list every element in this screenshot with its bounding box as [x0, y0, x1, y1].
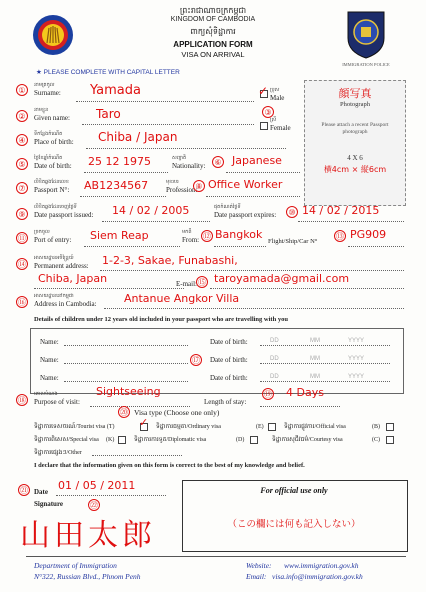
footer-website[interactable]: www.immigration.gov.kh: [284, 561, 359, 570]
header-khmer-form: ពាក្យសុំទិដ្ឋាការ: [190, 27, 236, 36]
child-3-dd[interactable]: DD: [270, 374, 279, 380]
header-kingdom: KINGDOM OF CAMBODIA: [170, 16, 256, 23]
other-visa-label: ទិដ្ឋាការផ្សេងៗ/Other: [34, 450, 82, 456]
email-value[interactable]: taroyamada@gmail.com: [214, 272, 350, 285]
port-of-entry-value[interactable]: Siem Reap: [90, 229, 149, 242]
other-visa-line: [92, 455, 182, 456]
child-2-name-line: [64, 363, 188, 364]
profession-value[interactable]: Office Worker: [208, 178, 283, 191]
instruction: ★ PLEASE COMPLETE WITH CAPITAL LETTER: [36, 69, 180, 76]
step-5: ⑤: [16, 158, 28, 170]
address-cambodia-label: អាសយដ្ឋាននៅកម្ពុជា Address in Cambodia:: [34, 294, 97, 308]
child-1-dd[interactable]: DD: [270, 338, 279, 344]
footer-email[interactable]: visa.info@immigration.gov.kh: [272, 572, 363, 581]
photo-jp-label: 顔写真: [338, 87, 372, 100]
courtesy-visa-label: ទិដ្ឋាការសុជីវធម៌/Courtesy visa: [272, 437, 343, 443]
address-line-2: [34, 288, 184, 289]
step-1: ①: [16, 84, 28, 96]
child-2-mm[interactable]: MM: [310, 356, 320, 362]
step-6: ⑥: [212, 156, 224, 168]
child-2-dd[interactable]: DD: [270, 356, 279, 362]
date-of-birth-value[interactable]: 25 12 1975: [88, 155, 151, 168]
port-of-entry-label: ច្រកចូល Port of entry:: [34, 230, 72, 244]
profession-line: [206, 196, 300, 197]
child-1-dob-label: Date of birth:: [210, 338, 248, 346]
given-name-line: [82, 124, 254, 125]
diplomatic-visa-code: (D): [236, 437, 245, 443]
flight-value[interactable]: PG909: [350, 228, 387, 241]
place-of-birth-value[interactable]: Chiba / Japan: [98, 130, 178, 144]
purpose-value[interactable]: Sightseeing: [96, 385, 161, 398]
address-line1-value[interactable]: 1-2-3, Sakae, Funabashi,: [102, 254, 238, 267]
photo-note: Please attach a recent Passport photograph: [321, 122, 389, 135]
date-issued-label: លិខិតឆ្លងដែនចេញថ្ងៃទី Date passport issued:: [34, 205, 94, 219]
length-of-stay-value[interactable]: 4 Days: [286, 386, 324, 399]
step-15: ⑮: [198, 278, 206, 287]
special-visa-checkbox[interactable]: [118, 436, 126, 444]
male-check-mark: ✓: [258, 84, 269, 98]
email-label: E-mail:: [176, 280, 197, 288]
child-1-dob-line: [260, 345, 390, 346]
header-khmer-kingdom: ព្រះរាជាណាចក្រកម្ពុជា: [179, 6, 247, 15]
date-of-birth-line: [84, 172, 168, 173]
profession-label: មុខរបរ Profession:: [166, 180, 198, 194]
special-visa-code: (K): [106, 437, 115, 443]
given-name-label: នាមខ្លួន Given name:: [34, 108, 70, 122]
address-cambodia-value[interactable]: Antanue Angkor Villa: [124, 292, 240, 305]
visa-type-label: Visa type (Choose one only): [134, 408, 220, 417]
special-visa-label: ទិដ្ឋាការពិសេស/Special visa: [34, 437, 99, 443]
official-use-jp-note: （この欄には何も記入しない）: [227, 519, 361, 530]
photo-jp-size: 横4cm × 縦6cm: [323, 165, 387, 174]
step-17: ⑰: [192, 356, 200, 365]
child-2-yyyy[interactable]: YYYY: [348, 356, 365, 362]
step-3: ③: [262, 106, 274, 118]
child-1-mm[interactable]: MM: [310, 338, 320, 344]
step-16: ⑯: [18, 298, 26, 307]
footer-website-label: Website:: [246, 561, 272, 570]
date-expires-line: [298, 221, 404, 222]
female-checkbox[interactable]: [260, 122, 268, 130]
child-1-yyyy[interactable]: YYYY: [348, 338, 365, 344]
step-12: ⑫: [203, 232, 211, 241]
form-title: APPLICATION FORM: [173, 40, 253, 49]
official-visa-checkbox[interactable]: [386, 423, 394, 431]
photo-label: Photograph: [340, 101, 370, 108]
length-of-stay-label: Length of stay:: [204, 398, 247, 406]
from-value[interactable]: Bangkok: [215, 228, 263, 241]
nationality-value[interactable]: Japanese: [232, 154, 282, 167]
permanent-address-label: អាសយដ្ឋានអចិន្ត្រៃយ៍ Permanent address:: [34, 256, 89, 270]
address-line2-value[interactable]: Chiba, Japan: [38, 272, 108, 285]
date-label: Date: [34, 488, 48, 496]
ordinary-visa-code: (E): [256, 424, 264, 430]
date-issued-value[interactable]: 14 / 02 / 2005: [112, 204, 190, 217]
step-4: ④: [16, 134, 28, 146]
immigration-seal-icon: [344, 8, 388, 60]
purpose-line: [90, 406, 190, 407]
address-cambodia-line: [104, 308, 404, 309]
child-2-name-label: Name:: [40, 356, 59, 364]
step-11: ⑪: [18, 234, 26, 243]
asean-logo: [32, 14, 74, 56]
date-expires-value[interactable]: 14 / 02 / 2015: [302, 204, 380, 217]
from-line: [214, 246, 266, 247]
child-1-name-label: Name:: [40, 338, 59, 346]
child-3-mm[interactable]: MM: [310, 374, 320, 380]
step-14: ⑭: [18, 260, 26, 269]
date-expires-label: ផុតកំណត់ថ្ងៃទី Date passport expires:: [214, 205, 277, 219]
given-name-value[interactable]: Taro: [96, 107, 121, 121]
surname-line: [76, 101, 254, 102]
step-8: ⑧: [193, 180, 205, 192]
step-7: ⑦: [16, 182, 28, 194]
child-3-dob-line: [260, 381, 390, 382]
purpose-label: គោលបំណង Purpose of visit:: [34, 392, 80, 406]
official-use-label: For official use only: [260, 486, 328, 495]
step-10: ⑩: [286, 206, 298, 218]
ordinary-visa-checkbox[interactable]: [268, 423, 276, 431]
form-subtitle: VISA ON ARRIVAL: [181, 50, 245, 59]
flight-label: Flight/Ship/Car N°: [268, 238, 318, 245]
ordinary-visa-label: ទិដ្ឋាការធម្មតា/Ordinary visa: [156, 424, 221, 430]
footer-divider: [26, 556, 406, 557]
seal-text: IMMIGRATION POLICE: [342, 62, 390, 67]
step-13: ⑬: [336, 232, 344, 241]
place-of-birth-line: [86, 148, 286, 149]
courtesy-visa-checkbox[interactable]: [386, 436, 394, 444]
official-visa-code: (B): [372, 424, 380, 430]
signature-label: Signature: [34, 500, 64, 508]
step-20: ⑳: [120, 408, 128, 417]
diplomatic-visa-checkbox[interactable]: [250, 436, 258, 444]
footer-address: N°322, Russian Blvd., Phnom Penh: [34, 572, 141, 581]
step-21: ㉑: [20, 486, 28, 495]
port-of-entry-line: [84, 246, 180, 247]
courtesy-visa-code: (C): [372, 437, 380, 443]
step-9: ⑨: [16, 208, 28, 220]
address-line-1: [100, 270, 404, 271]
flight-line: [348, 246, 404, 247]
passport-no-value[interactable]: AB1234567: [84, 179, 149, 192]
from-label: មកពី From:: [182, 230, 200, 244]
step-19: ⑲: [264, 390, 272, 399]
length-of-stay-line: [260, 406, 340, 407]
child-3-yyyy[interactable]: YYYY: [348, 374, 365, 380]
date-value[interactable]: 01 / 05 / 2011: [58, 479, 136, 492]
nationality-label: សញ្ជាតិ Nationality:: [172, 156, 206, 170]
child-2-dob-label: Date of birth:: [210, 356, 248, 364]
passport-no-line: [80, 196, 166, 197]
step-18: ⑱: [18, 396, 26, 405]
step-22: ㉒: [90, 501, 98, 510]
surname-value[interactable]: Yamada: [90, 83, 141, 98]
children-heading: Details of children under 12 years old included in your passport who are travelling with you: [34, 316, 288, 323]
date-line: [56, 495, 166, 496]
surname-label: នាមត្រកូល Surname:: [34, 83, 61, 97]
male-label: ប្រុស Male: [270, 88, 285, 102]
footer-dept: Department of Immigration: [34, 561, 117, 570]
photo-size: 4 X 6: [347, 154, 363, 162]
child-3-dob-label: Date of birth:: [210, 374, 248, 382]
signature-value[interactable]: 山田太郎: [20, 518, 156, 553]
child-3-name-line: [64, 381, 188, 382]
child-2-dob-line: [260, 363, 390, 364]
footer-email-label: Email:: [246, 572, 267, 581]
tourist-visa-check-mark: ✓: [139, 416, 149, 429]
passport-no-label: លិខិតឆ្លងដែនលេខ Passport N°:: [34, 180, 70, 194]
email-line: [210, 288, 404, 289]
child-3-name-label: Name:: [40, 374, 59, 382]
date-of-birth-label: ថ្ងៃខែឆ្នាំកំណើត Date of birth:: [34, 156, 72, 170]
photo-box[interactable]: [304, 80, 406, 206]
female-label: ស្រី Female: [270, 118, 291, 132]
declaration: I declare that the information given on this form is correct to the best of my knowledge and belief.: [34, 462, 305, 469]
official-visa-label: ទិដ្ឋាការផ្លូវការ/Official visa: [284, 424, 346, 430]
diplomatic-visa-label: ទិដ្ឋាការការទូត/Diplomatic visa: [134, 437, 207, 443]
place-of-birth-label: ទីកន្លែងកំណើត Place of birth:: [34, 132, 74, 146]
nationality-line: [226, 172, 300, 173]
child-1-name-line: [64, 345, 188, 346]
step-2: ②: [16, 110, 28, 122]
date-issued-line: [102, 221, 210, 222]
tourist-visa-label: ទិដ្ឋាការទេសចរណ៍/Tourist visa (T): [34, 424, 115, 430]
